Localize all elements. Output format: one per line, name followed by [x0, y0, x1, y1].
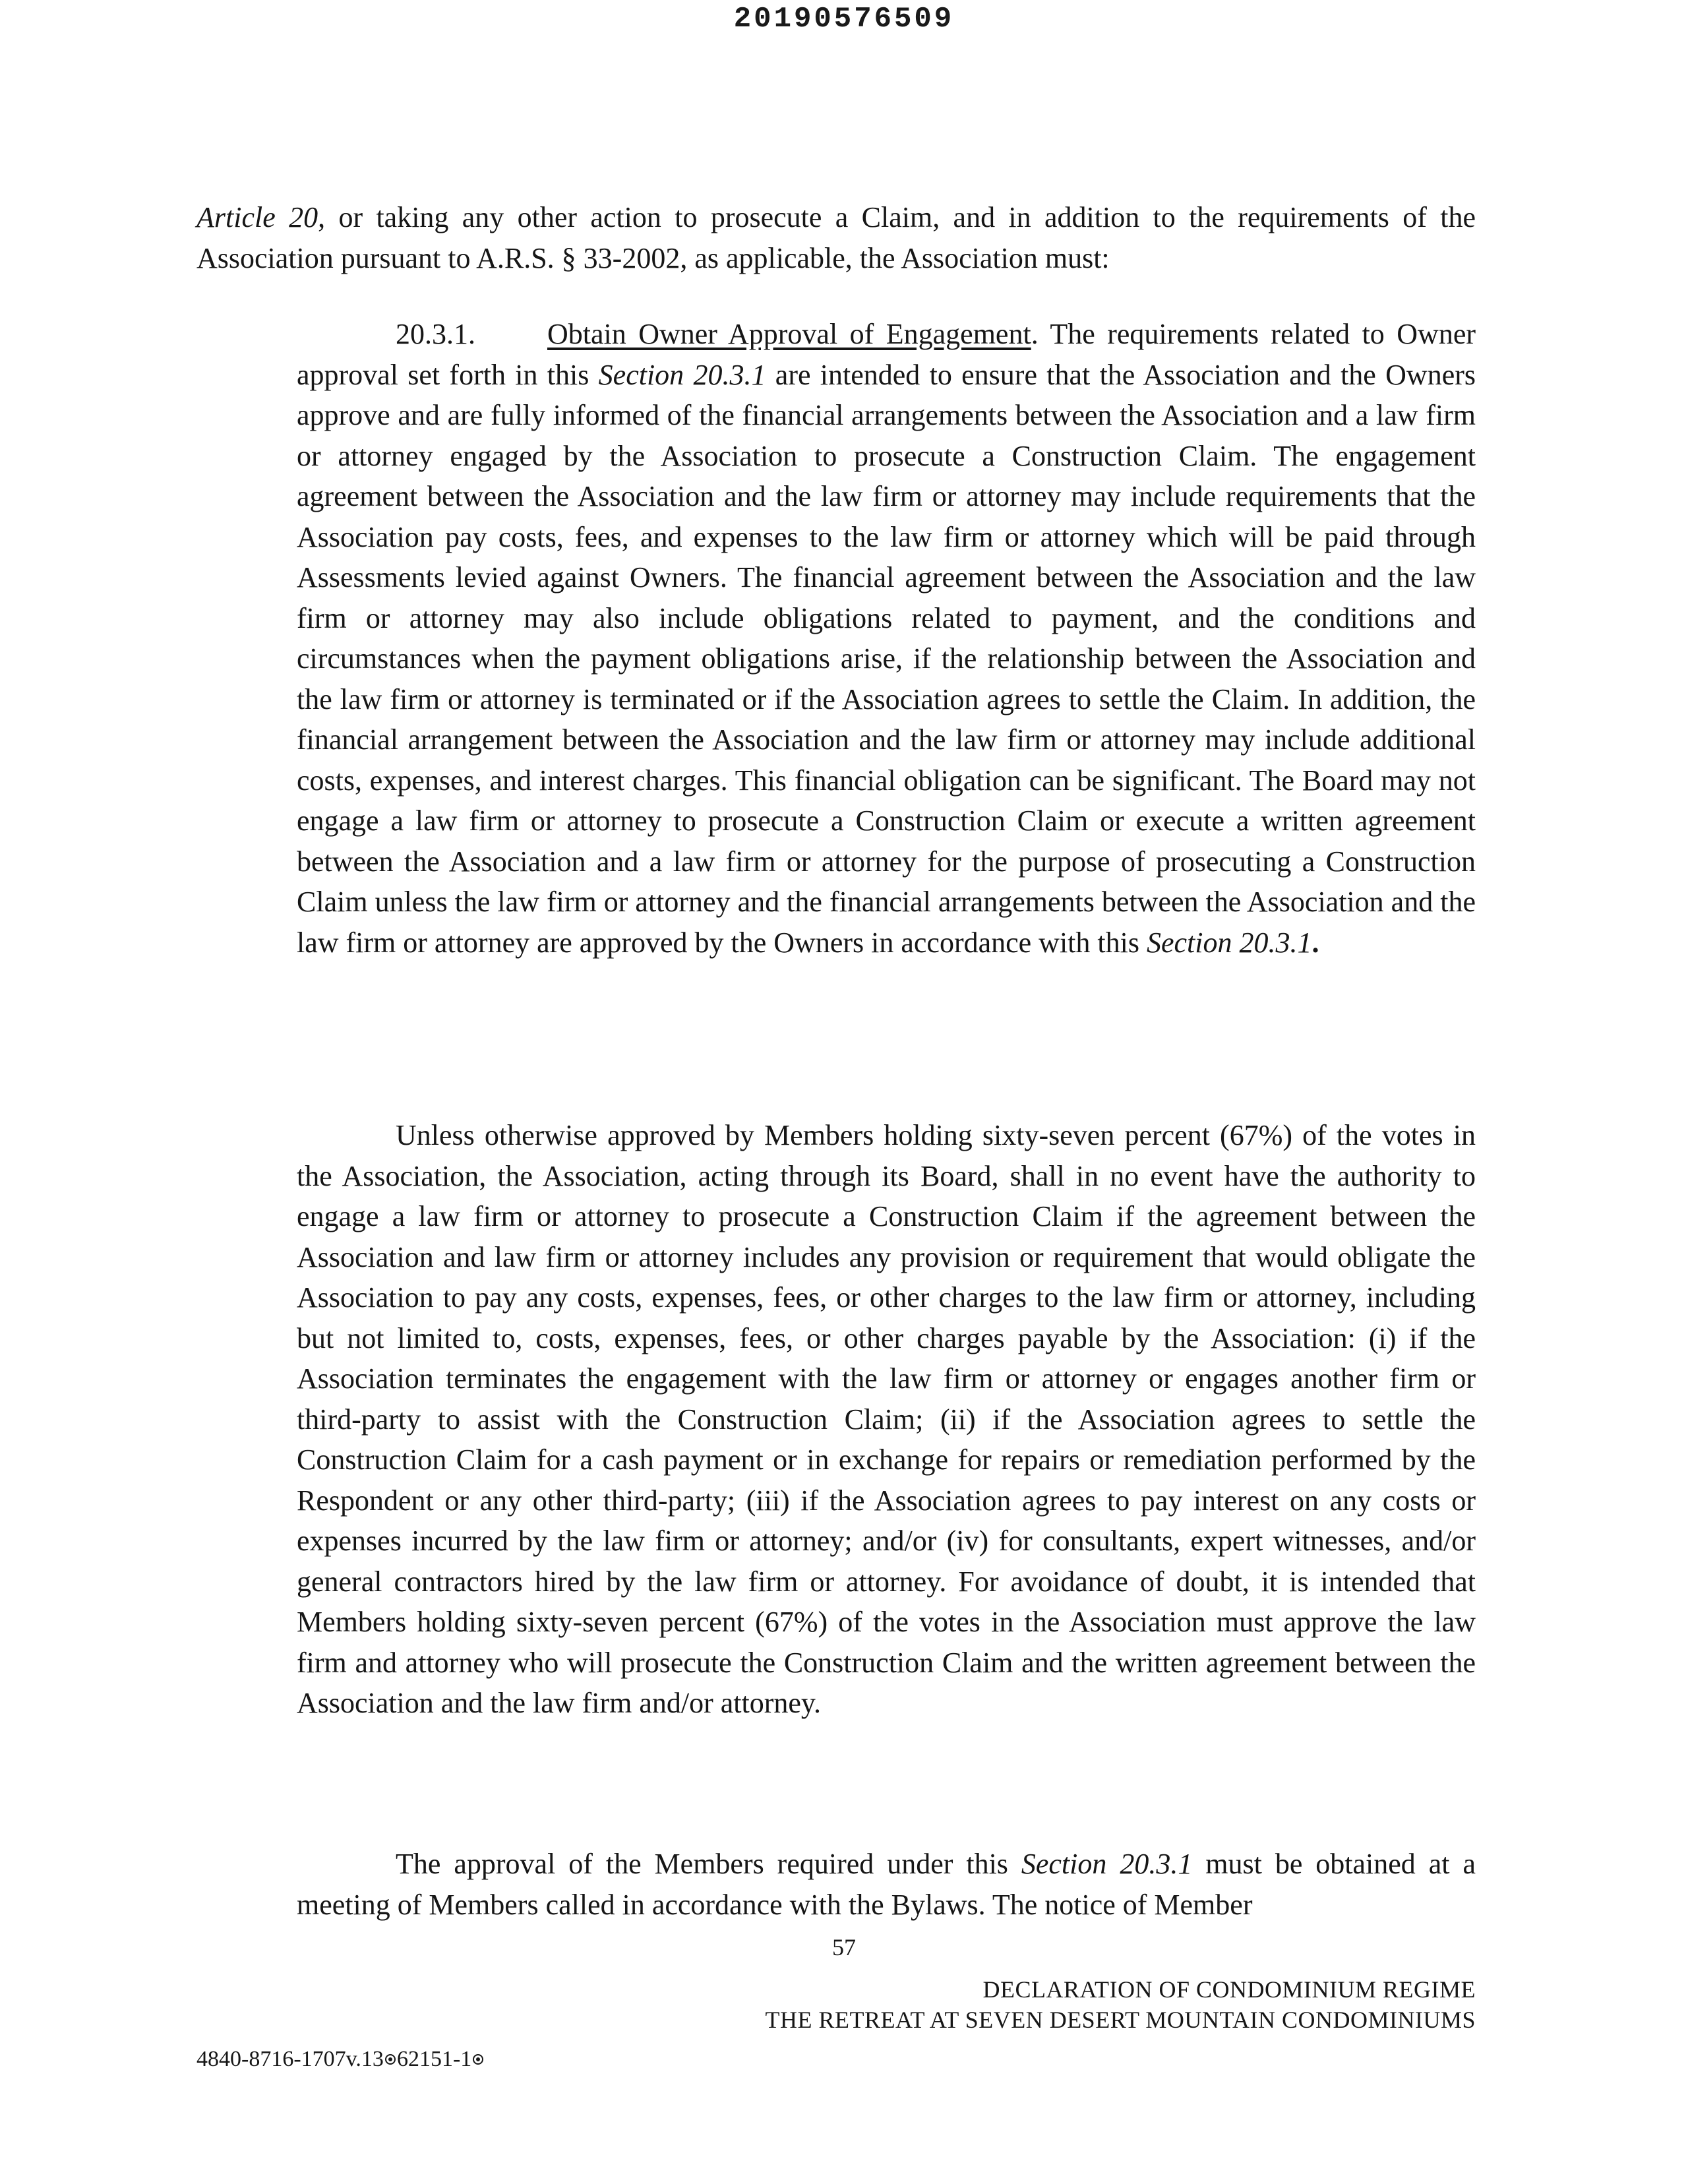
- article-reference: Article 20: [196, 201, 318, 233]
- footer-title-line-2: THE RETREAT AT SEVEN DESERT MOUNTAIN CONDOMINIUMS: [765, 2007, 1476, 2033]
- section-reference-a: Section 20.3.1: [598, 358, 766, 391]
- document-id-part-a: 4840-8716-1707v.13: [196, 2047, 384, 2071]
- section-text-a: The requirements related to Owner approval set forth in this: [297, 318, 1476, 391]
- section-heading: Obtain Owner Approval of Engagement: [547, 318, 1031, 350]
- registered-mark-icon: [473, 2054, 483, 2065]
- page-number: 57: [832, 1934, 856, 1960]
- document-id: [196, 2047, 485, 2072]
- document-id-part-b: 62151-1: [396, 2047, 472, 2071]
- footer-title-line-1: DECLARATION OF CONDOMINIUM REGIME: [982, 1976, 1476, 2003]
- registered-mark-icon: [385, 2054, 396, 2065]
- section-heading-period: .: [1031, 318, 1039, 350]
- section-text-b: are intended to ensure that the Association and the Owners approve and are fully informed of the financial arrangements between the Association and a law firm or attorney engaged by the Association to prosecute a Construction Claim. The engagement agreement between the Association and the law firm or attorney may include requirements that the Association pay costs, fees, and expenses to the law firm or attorney which will be paid through Assessments levied against Owners. The financial agreement between the Association and the law firm or attorney may also include obligations related to payment, and the conditions and circumstances when the payment obligations arise, if the relationship between the Association and the law firm or attorney is terminated or if the Association agrees to settle the Claim. In addition, the financial arrangement between the Association and the law firm or attorney may include additional costs, expenses, and interest charges. This financial obligation can be significant. The Board may not engage a law firm or attorney to prosecute a Construction Claim or execute a written agreement between the Association and a law firm or attorney for the purpose of prosecuting a Construction Claim unless the law firm or attorney and the financial arrangements between the Association and the law firm or attorney are approved by the Owners in accordance with this: [297, 358, 1476, 959]
- member-approval-reference: Section 20.3.1: [1021, 1848, 1193, 1880]
- section-20-3-1-paragraph: [297, 314, 1476, 963]
- section-reference-b: Section 20.3.1: [1146, 926, 1312, 959]
- recording-number: 20190576509: [733, 3, 955, 36]
- member-approval-paragraph: [297, 1844, 1476, 1925]
- section-number: 20.3.1.: [396, 318, 475, 350]
- lead-text: , or taking any other action to prosecute a Claim, and in addition to the requirements of the Association pursuant to A.R.S. § 33-2002, as applicable, the Association must:: [196, 201, 1476, 274]
- member-approval-text-a: The approval of the Members required under this: [396, 1848, 1021, 1880]
- section-text-end: .: [1311, 926, 1319, 959]
- approval-requirement-paragraph: Unless otherwise approved by Members holding sixty-seven percent (67%) of the votes in the Association, the Association, acting through its Board, shall in no event have the authority to engage a law firm or attorney to prosecute a Construction Claim if the agreement between the Association and law firm or attorney includes any provision or requirement that would obligate the Association to pay any costs, expenses, fees, or other charges to the law firm or attorney, including but not limited to, costs, expenses, fees, or other charges payable by the Association: (i) if the Association terminates the engagement with the law firm or attorney or engages another firm or third-party to assist with the Construction Claim; (ii) if the Association agrees to settle the Construction Claim for a cash payment or in exchange for repairs or remediation performed by the Respondent or any other third-party; (iii) if the Association agrees to pay interest on any costs or expenses incurred by the law firm or attorney; and/or (iv) for consultants, expert witnesses, and/or general contractors hired by the law firm or attorney. For avoidance of doubt, it is intended that Members holding sixty-seven percent (67%) of the votes in the Association must approve the law firm and attorney who will prosecute the Construction Claim and the written agreement between the Association and the law firm and/or attorney.: [297, 1119, 1476, 1719]
- lead-paragraph: [196, 197, 1476, 278]
- member-approval-text-b: must be obtained at a meeting of Members called in accordance with the Bylaws. The notice of Member: [297, 1848, 1476, 1921]
